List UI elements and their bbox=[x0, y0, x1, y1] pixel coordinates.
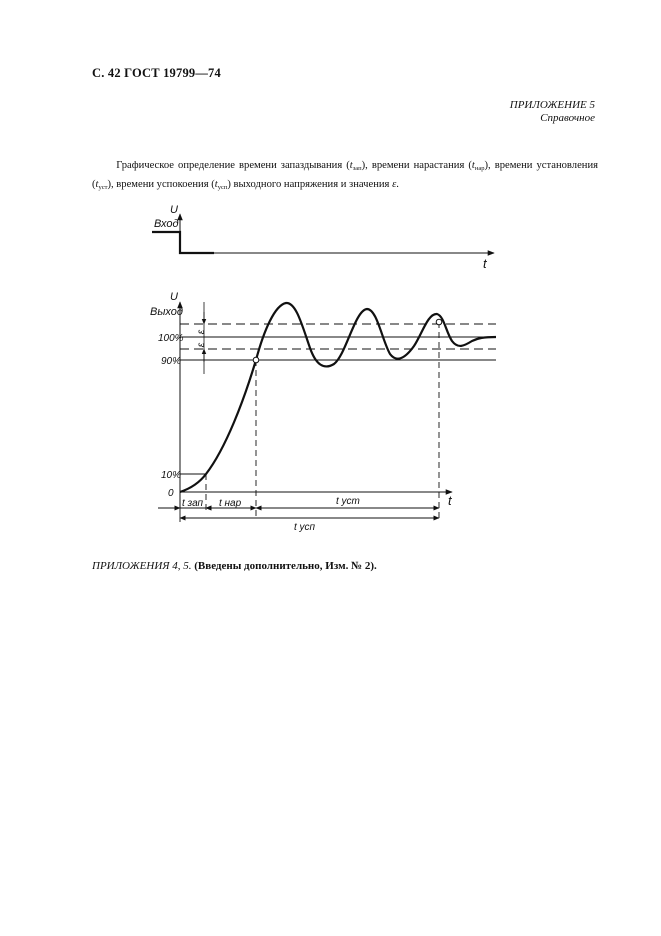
level-10-label: 10% bbox=[161, 470, 182, 481]
subscript: нар bbox=[474, 165, 485, 172]
eps-upper-symbol: ε bbox=[196, 329, 207, 335]
page-header: С. 42 ГОСТ 19799—74 bbox=[92, 66, 221, 80]
subscript: зап bbox=[352, 165, 362, 172]
subscript: уст bbox=[98, 184, 108, 191]
symbol-t: t bbox=[349, 160, 353, 171]
appendix-title: ПРИЛОЖЕНИЕ 5 bbox=[509, 99, 595, 111]
text-fragment: Графическое определение времени запаздывания ( bbox=[116, 160, 350, 171]
text-fragment: . bbox=[396, 179, 399, 190]
text-fragment: ), времени установления ( bbox=[92, 160, 598, 190]
t-ust-label: t уст bbox=[336, 496, 360, 507]
output-label: Выход bbox=[150, 306, 184, 318]
input-t-label: t bbox=[483, 256, 487, 271]
footer-bold: (Введены дополнительно, Изм. № 2). bbox=[194, 560, 377, 572]
level-100-label: 100% bbox=[158, 333, 184, 344]
footer-italic: ПРИЛОЖЕНИЯ 4, 5. bbox=[92, 560, 192, 572]
point-90 bbox=[253, 357, 259, 363]
time-axis-label: t bbox=[448, 493, 452, 508]
origin-label: 0 bbox=[168, 488, 174, 499]
subscript: усп bbox=[217, 184, 228, 191]
symbol-t: t bbox=[214, 179, 218, 190]
point-settle bbox=[436, 319, 442, 325]
input-u-label: U bbox=[170, 204, 178, 216]
appendix-subtitle: Справочное bbox=[540, 112, 595, 124]
t-usp-label: t усп bbox=[294, 522, 316, 533]
level-90-label: 90% bbox=[161, 356, 182, 367]
text-fragment: ), времени нарастания ( bbox=[361, 160, 472, 171]
t-nar-label: t нар bbox=[219, 498, 242, 509]
output-u-label: U bbox=[170, 291, 178, 303]
text-fragment: ) выходного напряжения и значения bbox=[227, 179, 393, 190]
output-response-curve bbox=[180, 303, 496, 492]
input-label: Вход bbox=[154, 218, 179, 230]
eps-lower-symbol: ε bbox=[196, 342, 207, 348]
t-zap-label: t зап bbox=[182, 498, 204, 509]
text-fragment: ), времени успокоения ( bbox=[107, 179, 215, 190]
input-graph bbox=[152, 204, 494, 271]
symbol-t: t bbox=[471, 160, 475, 171]
symbol-t: t bbox=[95, 179, 99, 190]
symbol-epsilon: ε bbox=[392, 179, 397, 190]
output-graph bbox=[150, 291, 496, 533]
footer-note bbox=[92, 560, 377, 572]
input-step-signal bbox=[152, 232, 214, 253]
